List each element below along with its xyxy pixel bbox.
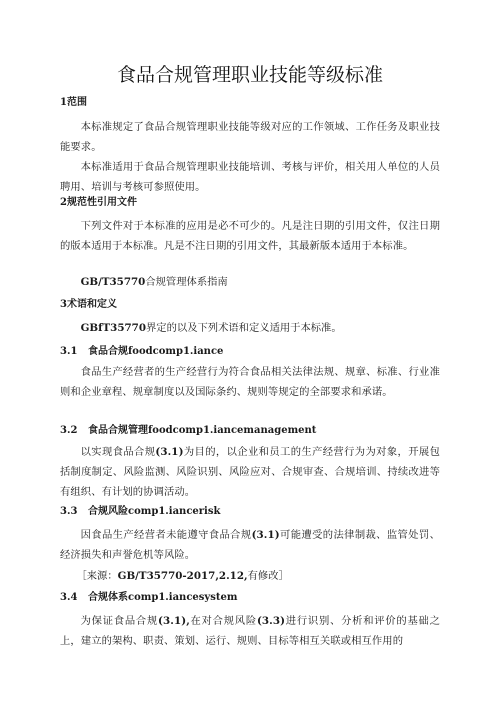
intro-code: GBfT35770 xyxy=(80,322,147,334)
term-number: 3.1 xyxy=(60,346,78,357)
term-name: 食品合规 xyxy=(88,346,128,357)
term-name: 合规风险 xyxy=(88,506,128,517)
section-1-heading: 1范围 xyxy=(60,97,87,108)
section-1-paragraph-1: 本标准规定了食品合规管理职业技能等级对应的工作领域、工作任务及职业技能要求。 xyxy=(60,121,440,153)
section-1-paragraph-2: 本标准适用于食品合规管理职业技能培训、考核与评价，相关用人单位的人员聘用、培训与考核可参照使用。 xyxy=(60,161,440,193)
term-3-4-heading xyxy=(60,591,440,605)
cross-reference: (3.1) xyxy=(251,529,280,541)
section-2-reference xyxy=(60,274,461,290)
definition-text: 进行识别、分析和评价的基础之上，建立的架构、职责、策划、运行、规则、目标等相互关联或相互作用的 xyxy=(60,615,440,647)
definition-text: 为目的，以企业和员工的生产经营行为为对象，开展包括制度制定、风险监测、风险识别、风险应对、合规审查、合规培训、持续改进等有组织、有计划的协调活动。 xyxy=(60,446,440,498)
definition-text: 在对合规风险 xyxy=(189,615,257,627)
term-3-4-definition xyxy=(60,611,440,651)
term-name: 食品合规管理 xyxy=(88,425,148,436)
term-number: 3.4 xyxy=(60,592,78,603)
term-english: comp1.iancesystem xyxy=(128,592,238,603)
section-3-intro xyxy=(60,320,461,336)
term-3-1-definition: 食品生产经营者的生产经营行为符合食品相关法律法规、规章、标准、行业准则和企业章程、规章制度以及国际条约、规则等规定的全部要求和承诺。 xyxy=(60,366,440,398)
definition-text: 因食品生产经营者未能遵守食品合规 xyxy=(80,529,252,541)
source-note: 有修改］ xyxy=(247,570,289,582)
source-code: GB/T35770-2017,2.12, xyxy=(117,570,248,582)
term-name: 合规体系 xyxy=(88,592,128,603)
reference-title: 合规管理体系指南 xyxy=(145,276,228,288)
source-label: ［来源： xyxy=(76,570,118,582)
term-english: foodcomp1.iance xyxy=(128,346,224,357)
term-3-3-heading xyxy=(60,505,440,519)
term-english: foodcomp1.iancemanagement xyxy=(148,425,317,436)
definition-text: 可能遭受的法律制裁、监管处罚、经济损失和声誉危机等风险。 xyxy=(60,529,441,561)
cross-reference: (3.1) xyxy=(155,446,184,458)
section-2-paragraph: 下列文件对于本标准的应用是必不可少的。凡是注日期的引用文件，仅注日期的版本适用于本标准。凡是不注日期的引用文件，其最新版本适用于本标准。 xyxy=(60,220,440,252)
reference-code: GB/T35770 xyxy=(80,276,146,288)
document-title: 食品合规管理职业技能等级标准 xyxy=(116,64,383,86)
intro-text: 界定的以及下列术语和定义适用于本标准。 xyxy=(146,322,342,334)
cross-reference: (3.1), xyxy=(158,615,190,627)
term-3-2-heading xyxy=(60,424,440,438)
term-3-3-definition xyxy=(60,525,440,565)
term-number: 3.2 xyxy=(60,425,78,436)
definition-text: 以实现食品合规 xyxy=(80,446,156,458)
term-3-2-definition xyxy=(60,442,440,502)
section-3-heading: 3术语和定义 xyxy=(60,299,117,310)
term-3-1-heading xyxy=(60,345,440,359)
section-2-heading: 2规范性引用文件 xyxy=(60,197,137,208)
term-3-3-source xyxy=(60,568,456,584)
cross-reference: (3.3) xyxy=(256,615,286,627)
term-english: comp1.iancerisk xyxy=(128,506,221,517)
definition-text: 为保证食品合规 xyxy=(80,615,159,627)
term-number: 3.3 xyxy=(60,506,78,517)
